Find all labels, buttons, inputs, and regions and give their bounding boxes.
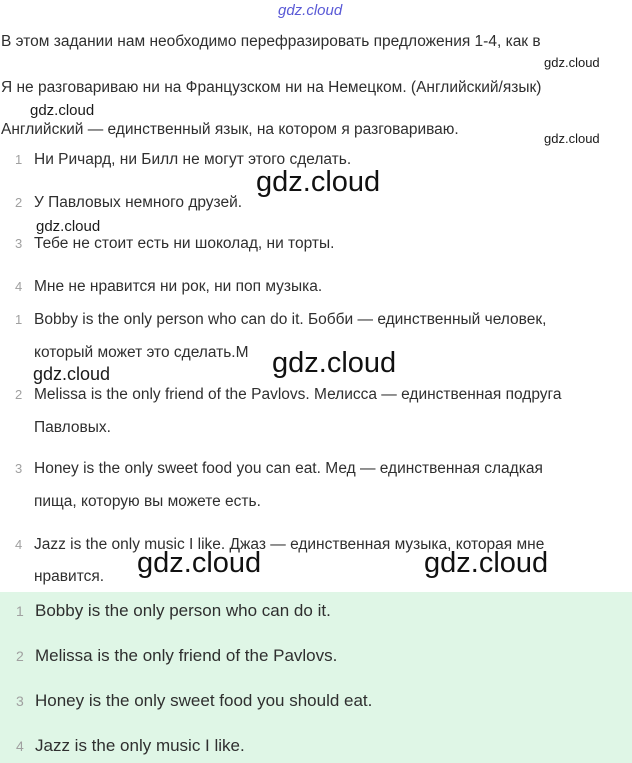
task-text: Мне не нравится ни рок, ни поп музыка.: [34, 278, 323, 295]
explanation-line: Павловых.: [34, 419, 111, 436]
watermark-large: gdz.cloud: [272, 347, 397, 379]
answer-box: [0, 592, 632, 763]
answer-text: Jazz is the only music I like.: [35, 736, 245, 755]
answer-number: 4: [16, 738, 24, 754]
watermark-medium: gdz.cloud: [30, 102, 95, 119]
answer-text: Melissa is the only friend of the Pavlovs.: [35, 646, 338, 665]
task-text: У Павловых немного друзей.: [34, 194, 243, 211]
intro-line-2: Я не разговариваю ни на Французском ни на Немецком. (Английский/язык): [1, 79, 542, 96]
watermark-large: gdz.cloud: [137, 547, 262, 579]
task-text: Ни Ричард, ни Билл не могут этого сделать.: [34, 151, 352, 168]
answer-text: Honey is the only sweet food you should eat.: [35, 691, 373, 710]
explanation-line: Melissa is the only friend of the Pavlovs. Мелисса — единственная подруга: [34, 386, 562, 403]
answer-number: 1: [16, 603, 24, 619]
answer-number: 2: [16, 648, 24, 664]
watermark-medium: gdz.cloud: [36, 218, 101, 235]
watermark-small: gdz.cloud: [544, 55, 600, 70]
explanation-line: который может это сделать.М: [34, 344, 249, 361]
explanation-number: 2: [15, 387, 23, 402]
explanation-number: 4: [15, 537, 23, 552]
answer-number: 3: [16, 693, 24, 709]
watermark-large: gdz.cloud: [256, 166, 381, 198]
task-number: 1: [15, 152, 23, 167]
explanation-line: пища, которую вы можете есть.: [34, 493, 261, 510]
explanation-line: Honey is the only sweet food you can eat. Мед — единственная сладкая: [34, 460, 543, 477]
explanation-line: Jazz is the only music I like. Джаз — единственная музыка, которая мне: [34, 536, 545, 553]
task-text: Тебе не стоит есть ни шоколад, ни торты.: [34, 235, 335, 252]
answer-text: Bobby is the only person who can do it.: [35, 601, 331, 620]
explanation-number: 1: [15, 312, 23, 327]
watermark-large: gdz.cloud: [424, 547, 549, 579]
task-number: 2: [15, 195, 23, 210]
intro-line-3: Английский — единственный язык, на котором я разговариваю.: [1, 121, 459, 138]
intro-line-1: В этом задании нам необходимо перефразировать предложения 1-4, как в: [1, 33, 541, 50]
watermark-top: gdz.cloud: [278, 2, 343, 19]
explanation-number: 3: [15, 461, 23, 476]
watermark-small: gdz.cloud: [544, 131, 600, 146]
explanation-line: Bobby is the only person who can do it. Бобби — единственный человек,: [34, 311, 547, 328]
explanation-line: нравится.: [34, 568, 105, 585]
task-number: 4: [15, 279, 23, 294]
task-number: 3: [15, 236, 23, 251]
watermark-medium: gdz.cloud: [33, 364, 111, 384]
